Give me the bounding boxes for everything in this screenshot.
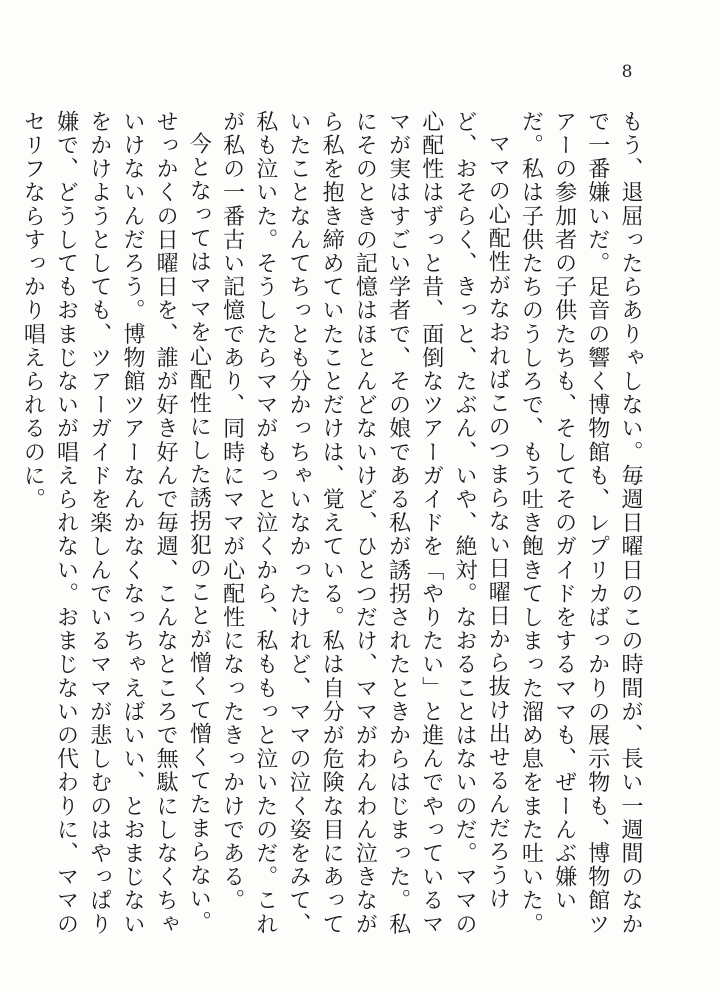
paragraph-1: もう、退屈ったらありゃしない。毎週日曜日のこの時間が、長い一週間のなかで一番嫌いだ。足音の響く博物館も、レプリカばっかりの展示物も、博物館ツアーの参加者の子供たちも、そしてそのガイドをするママも、ぜーんぶ嫌いだ。私は子供たちのうしろで、もう吐き飽きてしまった溜め息をまた吐いた。	[518, 110, 643, 936]
body-text	[16, 110, 647, 950]
page-number: 8	[621, 62, 633, 82]
paragraph-3: 今となってはママを心配性にした誘拐犯のことが憎くて憎くてたまらない。せっかくの日曜日を、誰が好き好んで毎週、こんなところで無駄にしなくちゃいけないんだろう。博物館ツアーなんかなくなっちゃえばいい、とおまじないをかけようとしても、ツアーガイドを楽しんでいるママが悲しむのはやっぱり嫌で、どうしてもおまじないが唱えられない。おまじないの代わりに、ママのセリフならすっかり唱えられるのに。	[20, 110, 212, 936]
paragraph-2: ママの心配性がなおればこのつまらない日曜日から抜け出せるんだろうけど、おそらく、きっと、たぶん、いや、絶対。なおることはないのだ。ママの心配性はずっと昔、面倒なツアーガイドを「やりたい」と進んでやっているママが実はすごい学者で、その娘である私が誘拐されたときからはじまった。私にそのときの記憶はほとんどないけど、ひとつだけ、ママがわんわん泣きながら私を抱き締めていたことだけは、覚えている。私は自分が危険な目にあっていたことなんてちっとも分かっちゃいなかったけれど、ママの泣く姿をみて、私も泣いた。そうしたらママがもっと泣くから、私ももっと泣いたのだ。これが私の一番古い記憶であり、同時にママが心配性になったきっかけである。	[219, 110, 511, 936]
